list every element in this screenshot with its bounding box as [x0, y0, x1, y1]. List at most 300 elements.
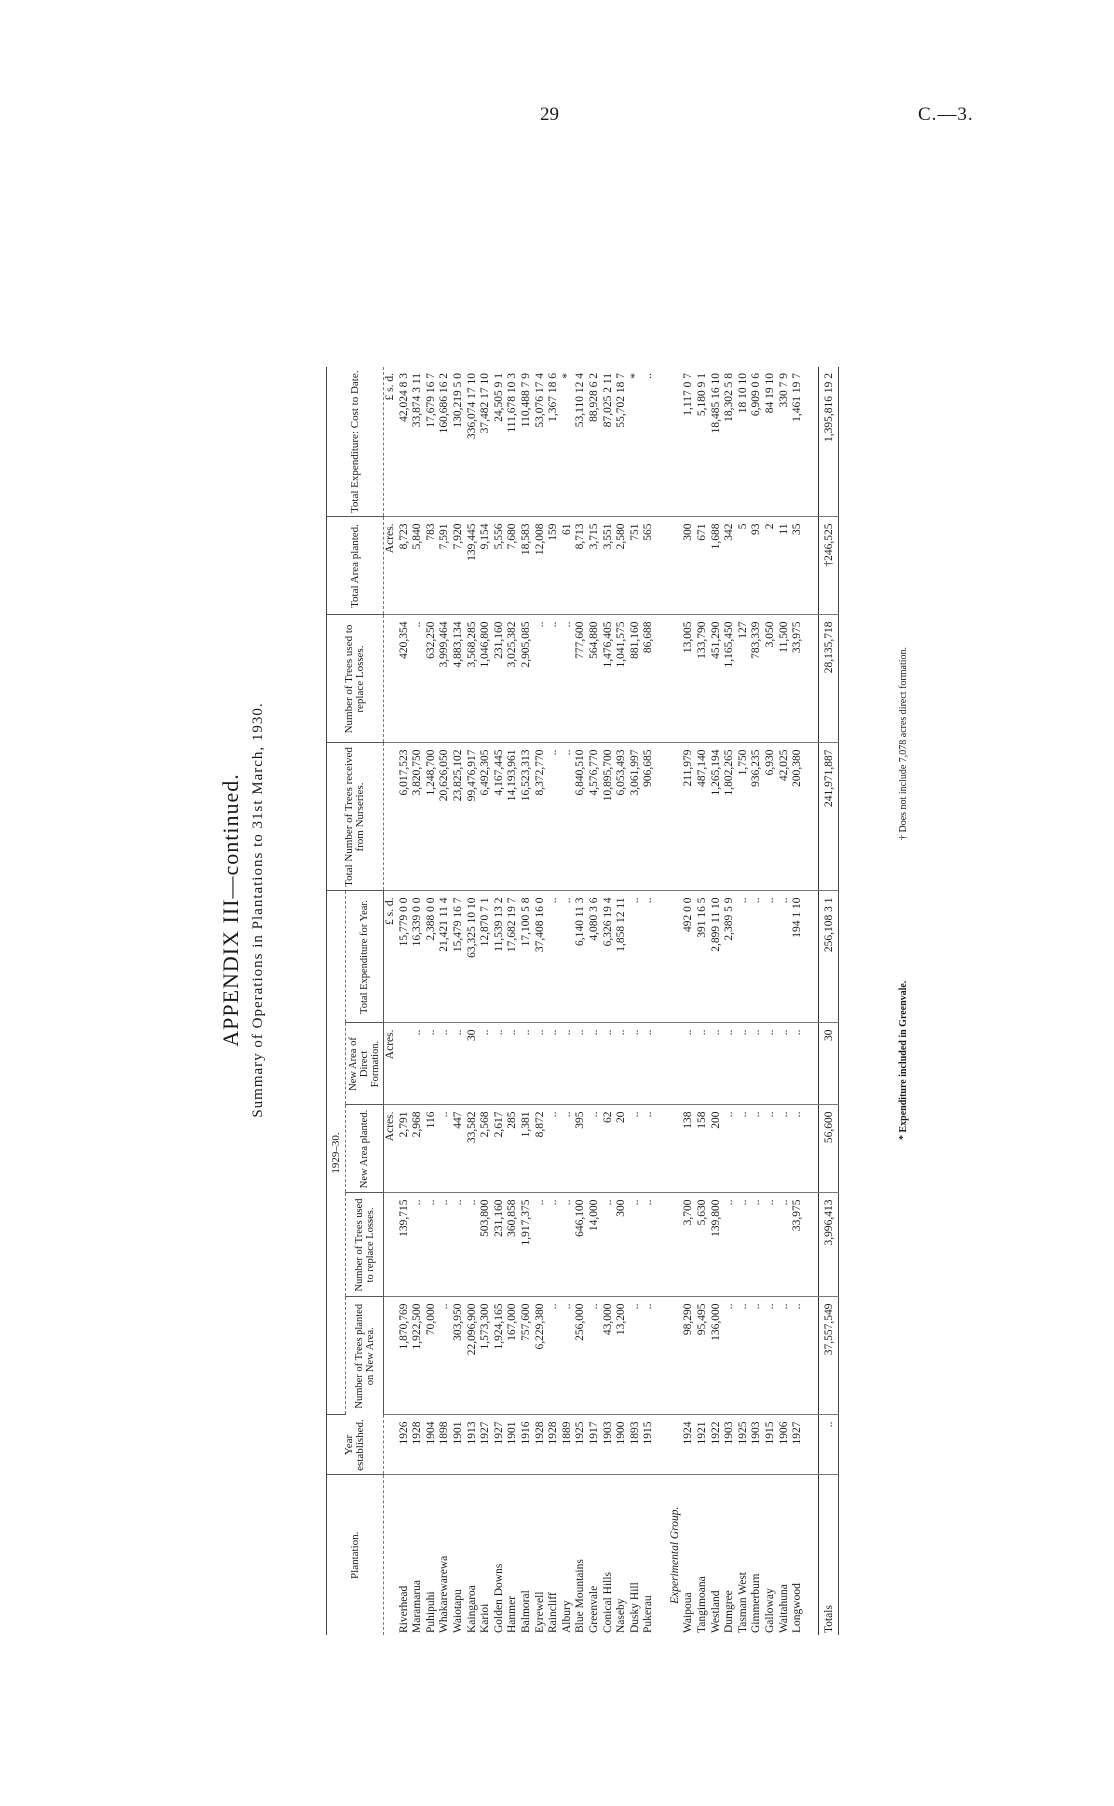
cell-tn: 95,495 — [696, 1297, 710, 1415]
cell-te: .. — [642, 367, 656, 517]
cell-tr: .. — [561, 1193, 575, 1297]
cell-te: 18 10 10 — [737, 367, 751, 517]
cell-te: 6,909 0 6 — [750, 367, 764, 517]
cell-year: 1903 — [602, 1415, 616, 1475]
cell-tot: 1,750 — [737, 743, 751, 891]
cell-tr: .. — [723, 1193, 737, 1297]
plantation-name: Kaingaroa — [465, 1585, 478, 1633]
cell-ta: 7,591 — [438, 517, 452, 615]
rotated-table-page — [218, 40, 978, 1660]
cell-te: 55,702 18 7 — [615, 367, 629, 517]
cell-trt: .. — [534, 615, 548, 743]
cell-ey: 391 16 5 — [696, 891, 710, 1023]
cell-te: 33,874 3 11 — [411, 367, 425, 517]
cell-tot: 4,167,445 — [493, 743, 507, 891]
cell-df: .. — [561, 1023, 575, 1105]
plantation-name: Hanmer — [506, 1595, 519, 1633]
cell-tot: 99,476,917 — [466, 743, 480, 891]
cell-trt: 783,339 — [750, 615, 764, 743]
table-row — [588, 367, 602, 1635]
plantation-name: Riverhead — [397, 1585, 410, 1633]
cell-na: .. — [561, 1105, 575, 1193]
cell-year: 1913 — [466, 1415, 480, 1475]
cell-tr: .. — [452, 1193, 466, 1297]
cell-na: 395 — [574, 1105, 588, 1193]
cell-ta: 2 — [764, 517, 778, 615]
cell-tr: 1,917,375 — [520, 1193, 534, 1297]
cell-trt: 451,290 — [710, 615, 724, 743]
table-row — [602, 367, 616, 1635]
cell-year: 1900 — [615, 1415, 629, 1475]
table-row — [520, 367, 534, 1635]
cell-ey: .. — [750, 891, 764, 1023]
cell-tot: 14,193,961 — [506, 743, 520, 891]
table-row — [723, 367, 737, 1635]
cell-df: .. — [696, 1023, 710, 1105]
cell-year: 1924 — [682, 1415, 696, 1475]
cell-ta: 5,556 — [493, 517, 507, 615]
cell-ey: 15,479 16 7 — [452, 891, 466, 1023]
cell-df: 30 — [818, 1023, 839, 1105]
cell-ey: 17,100 5 8 — [520, 891, 534, 1023]
cell-df: .. — [520, 1023, 534, 1105]
cell-df: .. — [438, 1023, 452, 1105]
cell-ta: †246,525 — [818, 517, 839, 615]
cell-year: 1927 — [479, 1415, 493, 1475]
cell-trt: 3,568,285 — [466, 615, 480, 743]
cell-year: 1927 — [493, 1415, 507, 1475]
cell-tot: 6,492,305 — [479, 743, 493, 891]
table-row — [479, 367, 493, 1635]
table-row — [682, 367, 696, 1635]
cell-tr: 5,630 — [696, 1193, 710, 1297]
cell-ta: 159 — [547, 517, 561, 615]
cell-tot: 906,685 — [642, 743, 656, 891]
cell-tn: 6,229,380 — [534, 1297, 548, 1415]
cell-ey: 17,682 19 7 — [506, 891, 520, 1023]
plantation-name: Naseby — [615, 1598, 628, 1633]
cell-trt: .. — [561, 615, 575, 743]
cell-tr: .. — [629, 1193, 643, 1297]
cell-trt: 86,688 — [642, 615, 656, 743]
cell-na: .. — [791, 1105, 805, 1193]
plantation-name: Eyrewell — [533, 1591, 546, 1633]
cell-df: .. — [764, 1023, 778, 1105]
cell-trt: 564,880 — [588, 615, 602, 743]
table-row — [506, 367, 520, 1635]
cell-year: 1903 — [723, 1415, 737, 1475]
cell-trt: 11,500 — [778, 615, 792, 743]
cell-te: * — [561, 367, 575, 517]
cell-tr: .. — [764, 1193, 778, 1297]
cell-df: .. — [425, 1023, 439, 1105]
cell-ta: 8,723 — [398, 517, 412, 615]
cell-na: 2,568 — [479, 1105, 493, 1193]
cell-df: .. — [479, 1023, 493, 1105]
cell-tr: 33,975 — [791, 1193, 805, 1297]
cell-na: 1,381 — [520, 1105, 534, 1193]
cell-tot: .. — [561, 743, 575, 891]
cell-ta: 5,840 — [411, 517, 425, 615]
plantation-name: Puhipuhi — [424, 1591, 437, 1633]
cell-te: 1,367 18 6 — [547, 367, 561, 517]
cell-trt: 3,050 — [764, 615, 778, 743]
cell-tot: 42,025 — [778, 743, 792, 891]
cell-tr: .. — [425, 1193, 439, 1297]
cell-tot: 487,140 — [696, 743, 710, 891]
cell-trt: 3,999,464 — [438, 615, 452, 743]
cell-trt: 420,354 — [398, 615, 412, 743]
header-year: Year established. — [327, 1415, 384, 1475]
cell-tot: 6,930 — [764, 743, 778, 891]
unit-exp-year: £ s. d. — [384, 891, 398, 1023]
cell-ta: 5 — [737, 517, 751, 615]
cell-df: .. — [710, 1023, 724, 1105]
cell-na: .. — [778, 1105, 792, 1193]
cell-te: 84 19 10 — [764, 367, 778, 517]
cell-tot: 3,061,997 — [629, 743, 643, 891]
cell-ta: 783 — [425, 517, 439, 615]
plantation-name: Golden Downs — [492, 1563, 505, 1633]
cell-na: 447 — [452, 1105, 466, 1193]
cell-ey: .. — [737, 891, 751, 1023]
cell-df: .. — [588, 1023, 602, 1105]
plantation-name: Greenvale — [587, 1585, 600, 1633]
cell-na: .. — [723, 1105, 737, 1193]
cell-te: 130,219 5 0 — [452, 367, 466, 517]
cell-tn: .. — [764, 1297, 778, 1415]
cell-year: 1898 — [438, 1415, 452, 1475]
cell-ey: .. — [547, 891, 561, 1023]
cell-te: 88,928 6 2 — [588, 367, 602, 517]
header-expenditure-year: Total Expenditure for Year. — [346, 891, 384, 1023]
cell-ta: 18,583 — [520, 517, 534, 615]
cell-na: 8,872 — [534, 1105, 548, 1193]
cell-ta: 9,154 — [479, 517, 493, 615]
cell-ta: 751 — [629, 517, 643, 615]
cell-ey: 256,108 3 1 — [818, 891, 839, 1023]
cell-tot: 1,265,194 — [710, 743, 724, 891]
header-trees-new: Number of Trees planted on New Area. — [346, 1297, 384, 1415]
cell-ey: 492 0 0 — [682, 891, 696, 1023]
cell-df: .. — [737, 1023, 751, 1105]
header-total-replace: Number of Trees used to replace Losses. — [327, 615, 384, 743]
cell-tn: .. — [642, 1297, 656, 1415]
cell-ey: 2,899 11 10 — [710, 891, 724, 1023]
table-row — [737, 367, 751, 1635]
cell-trt: 231,160 — [493, 615, 507, 743]
cell-year: 1925 — [737, 1415, 751, 1475]
cell-ey: .. — [629, 891, 643, 1023]
cell-trt: 2,905,085 — [520, 615, 534, 743]
cell-df: .. — [629, 1023, 643, 1105]
cell-year: 1927 — [791, 1415, 805, 1475]
cell-te: 42,024 8 3 — [398, 367, 412, 517]
cell-trt: 4,883,134 — [452, 615, 466, 743]
cell-year: 1925 — [574, 1415, 588, 1475]
cell-trt: 777,600 — [574, 615, 588, 743]
cell-df: .. — [534, 1023, 548, 1105]
cell-tot: 8,372,770 — [534, 743, 548, 891]
cell-ta: 7,920 — [452, 517, 466, 615]
table-row — [696, 367, 710, 1635]
cell-tot: 936,235 — [750, 743, 764, 891]
plantation-name: Tasman West — [736, 1572, 749, 1633]
document-code: C.—3. — [918, 104, 974, 125]
cell-tot: 3,820,750 — [411, 743, 425, 891]
table-row — [778, 367, 792, 1635]
unit-total-area: Acres. — [384, 517, 398, 615]
cell-ta: 7,680 — [506, 517, 520, 615]
cell-df: .. — [452, 1023, 466, 1105]
table-row — [547, 367, 561, 1635]
cell-tr: .. — [750, 1193, 764, 1297]
plantation-name: Pukerau — [642, 1595, 655, 1633]
cell-ey: 1,858 12 11 — [615, 891, 629, 1023]
cell-te: 336,074 17 10 — [466, 367, 480, 517]
cell-tot: 211,979 — [682, 743, 696, 891]
cell-na: 62 — [602, 1105, 616, 1193]
cell-na: 200 — [710, 1105, 724, 1193]
cell-trt: 127 — [737, 615, 751, 743]
group-label: Experimental Group. — [668, 1506, 681, 1604]
cell-year: 1903 — [750, 1415, 764, 1475]
unit-direct: Acres. — [384, 1023, 398, 1105]
cell-trt: 33,975 — [791, 615, 805, 743]
cell-ta: 1,688 — [710, 517, 724, 615]
cell-na: .. — [737, 1105, 751, 1193]
cell-na: .. — [588, 1105, 602, 1193]
group-row — [669, 367, 683, 1635]
cell-tn: 303,950 — [452, 1297, 466, 1415]
cell-trt: 133,790 — [696, 615, 710, 743]
cell-tr: .. — [778, 1193, 792, 1297]
cell-tn: 1,870,769 — [398, 1297, 412, 1415]
cell-df: .. — [778, 1023, 792, 1105]
cell-ta: 671 — [696, 517, 710, 615]
cell-tn: 1,573,300 — [479, 1297, 493, 1415]
cell-ey: 4,080 3 6 — [588, 891, 602, 1023]
spacer-row — [656, 367, 669, 1635]
cell-tr: 139,715 — [398, 1193, 412, 1297]
table-row — [642, 367, 656, 1635]
cell-na: 2,617 — [493, 1105, 507, 1193]
cell-te: 1,117 0 7 — [682, 367, 696, 517]
cell-tr: .. — [411, 1193, 425, 1297]
cell-trt: 881,160 — [629, 615, 643, 743]
cell-df: .. — [791, 1023, 805, 1105]
table-row — [411, 367, 425, 1635]
cell-na: 2,791 — [398, 1105, 412, 1193]
cell-tn: 757,600 — [520, 1297, 534, 1415]
cell-trt: 3,025,382 — [506, 615, 520, 743]
cell-ey: 11,539 13 2 — [493, 891, 507, 1023]
cell-tr: .. — [438, 1193, 452, 1297]
cell-ta: 3,551 — [602, 517, 616, 615]
cell-year: 1906 — [778, 1415, 792, 1475]
cell-df — [398, 1023, 412, 1105]
cell-ta: 139,445 — [466, 517, 480, 615]
cell-tot: 6,053,493 — [615, 743, 629, 891]
plantations-table — [326, 367, 839, 1635]
table-row — [493, 367, 507, 1635]
header-total-expenditure: Total Expenditure: Cost to Date. — [327, 367, 384, 517]
cell-ta: 93 — [750, 517, 764, 615]
cell-trt: 1,165,450 — [723, 615, 737, 743]
plantation-name: Waiotapu — [451, 1589, 464, 1633]
cell-year: 1901 — [506, 1415, 520, 1475]
table-row — [438, 367, 452, 1635]
cell-na: .. — [750, 1105, 764, 1193]
cell-df: .. — [615, 1023, 629, 1105]
cell-tr: .. — [602, 1193, 616, 1297]
cell-trt: 1,476,405 — [602, 615, 616, 743]
cell-ey: 21,421 11 4 — [438, 891, 452, 1023]
unit-new-area: Acres. — [384, 1105, 398, 1193]
cell-df: .. — [493, 1023, 507, 1105]
cell-year: 1915 — [764, 1415, 778, 1475]
cell-te: 330 7 9 — [778, 367, 792, 517]
cell-tr: 3,700 — [682, 1193, 696, 1297]
cell-ta: 2,580 — [615, 517, 629, 615]
header-new-area: New Area planted. — [346, 1105, 384, 1193]
tot — [818, 367, 839, 1635]
cell-ta: 565 — [642, 517, 656, 615]
cell-tot: 4,576,770 — [588, 743, 602, 891]
cell-te: 37,482 17 10 — [479, 367, 493, 517]
cell-ey: 6,326 19 4 — [602, 891, 616, 1023]
cell-year: 1917 — [588, 1415, 602, 1475]
cell-tn: 70,000 — [425, 1297, 439, 1415]
units-row — [384, 367, 398, 1635]
table-row — [452, 367, 466, 1635]
cell-trt: .. — [547, 615, 561, 743]
footnote-dagger: † Does not include 7,078 acres direct formation. — [898, 647, 909, 840]
cell-ey: 15,779 0 0 — [398, 891, 412, 1023]
cell-tr: 139,800 — [710, 1193, 724, 1297]
cell-na: 20 — [615, 1105, 629, 1193]
cell-year: 1901 — [452, 1415, 466, 1475]
plantation-name: Balmoral — [519, 1590, 532, 1633]
cell-df: .. — [506, 1023, 520, 1105]
cell-ey: 194 1 10 — [791, 891, 805, 1023]
cell-trt: .. — [411, 615, 425, 743]
cell-tn: 256,000 — [574, 1297, 588, 1415]
table-row — [750, 367, 764, 1635]
cell-te: 110,488 7 9 — [520, 367, 534, 517]
cell-tr: .. — [547, 1193, 561, 1297]
cell-tot: 6,840,510 — [574, 743, 588, 891]
cell-te: 160,686 16 2 — [438, 367, 452, 517]
plantation-name: Westland — [709, 1590, 722, 1633]
plantation-name: Totals — [818, 1475, 839, 1635]
plantation-name: Conical Hills — [601, 1571, 614, 1633]
cell-na: 116 — [425, 1105, 439, 1193]
cell-te: 53,076 17 4 — [534, 367, 548, 517]
cell-te: 1,461 19 7 — [791, 367, 805, 517]
cell-tr: 503,800 — [479, 1193, 493, 1297]
cell-tot: 6,017,523 — [398, 743, 412, 891]
cell-tn: 13,200 — [615, 1297, 629, 1415]
cell-ey: 37,408 16 0 — [534, 891, 548, 1023]
cell-ey: .. — [764, 891, 778, 1023]
cell-tn: 37,557,549 — [818, 1297, 839, 1415]
cell-na: .. — [547, 1105, 561, 1193]
cell-year: 1916 — [520, 1415, 534, 1475]
cell-ey: 2,389 5 9 — [723, 891, 737, 1023]
cell-df: .. — [602, 1023, 616, 1105]
cell-na: .. — [629, 1105, 643, 1193]
cell-tot: 23,825,102 — [452, 743, 466, 891]
cell-ey: 12,870 7 1 — [479, 891, 493, 1023]
cell-ta: 11 — [778, 517, 792, 615]
cell-te: * — [629, 367, 643, 517]
header-direct-formation: New Area of Direct Formation. — [346, 1023, 384, 1105]
cell-tn: .. — [723, 1297, 737, 1415]
cell-tn: .. — [629, 1297, 643, 1415]
cell-df: .. — [682, 1023, 696, 1105]
header-plantation: Plantation. — [327, 1475, 384, 1635]
table-row — [398, 367, 412, 1635]
cell-ta: 12,008 — [534, 517, 548, 615]
plantation-name: Galloway — [764, 1588, 777, 1633]
cell-tn: 167,000 — [506, 1297, 520, 1415]
cell-tr: 14,000 — [588, 1193, 602, 1297]
cell-year: 1928 — [534, 1415, 548, 1475]
cell-na: .. — [642, 1105, 656, 1193]
cell-year: 1928 — [411, 1415, 425, 1475]
table-row — [791, 367, 805, 1635]
plantation-name: Whakarewarewa — [438, 1555, 451, 1633]
cell-trt: 632,250 — [425, 615, 439, 743]
header-trees-replace: Number of Trees used to replace Losses. — [346, 1193, 384, 1297]
cell-df: .. — [547, 1023, 561, 1105]
table-row — [629, 367, 643, 1635]
cell-tot: 16,523,313 — [520, 743, 534, 891]
plantation-name: Waipoua — [682, 1592, 695, 1633]
plantation-name: Longwood — [791, 1583, 804, 1633]
plantation-name: Raincliff — [547, 1592, 560, 1633]
plantation-name: Albury — [560, 1600, 573, 1633]
cell-ta: 3,715 — [588, 517, 602, 615]
plantation-name: Blue Mountains — [574, 1559, 587, 1633]
cell-df: .. — [723, 1023, 737, 1105]
plantation-name: Tangimoana — [696, 1576, 709, 1633]
cell-na: 2,968 — [411, 1105, 425, 1193]
cell-tot: 20,626,050 — [438, 743, 452, 891]
cell-year: .. — [818, 1415, 839, 1475]
cell-tr: .. — [534, 1193, 548, 1297]
unit-total-exp: £ s. d. — [384, 367, 398, 517]
cell-tr: 300 — [615, 1193, 629, 1297]
cell-te: 17,679 16 7 — [425, 367, 439, 517]
table-row — [534, 367, 548, 1635]
header-period: 1929–30. — [327, 891, 346, 1415]
cell-tn: .. — [750, 1297, 764, 1415]
cell-ey: 16,339 0 0 — [411, 891, 425, 1023]
cell-na: 56,600 — [818, 1105, 839, 1193]
cell-df: .. — [750, 1023, 764, 1105]
table-subtitle: Summary of Operations in Plantations to 31st March, 1930. — [250, 702, 266, 1118]
cell-tot: 200,380 — [791, 743, 805, 891]
cell-te: 1,395,816 19 2 — [818, 367, 839, 517]
table-row — [425, 367, 439, 1635]
cell-tn: .. — [778, 1297, 792, 1415]
table-row — [561, 367, 575, 1635]
cell-year: 1921 — [696, 1415, 710, 1475]
cell-tr: .. — [642, 1193, 656, 1297]
cell-df: .. — [411, 1023, 425, 1105]
